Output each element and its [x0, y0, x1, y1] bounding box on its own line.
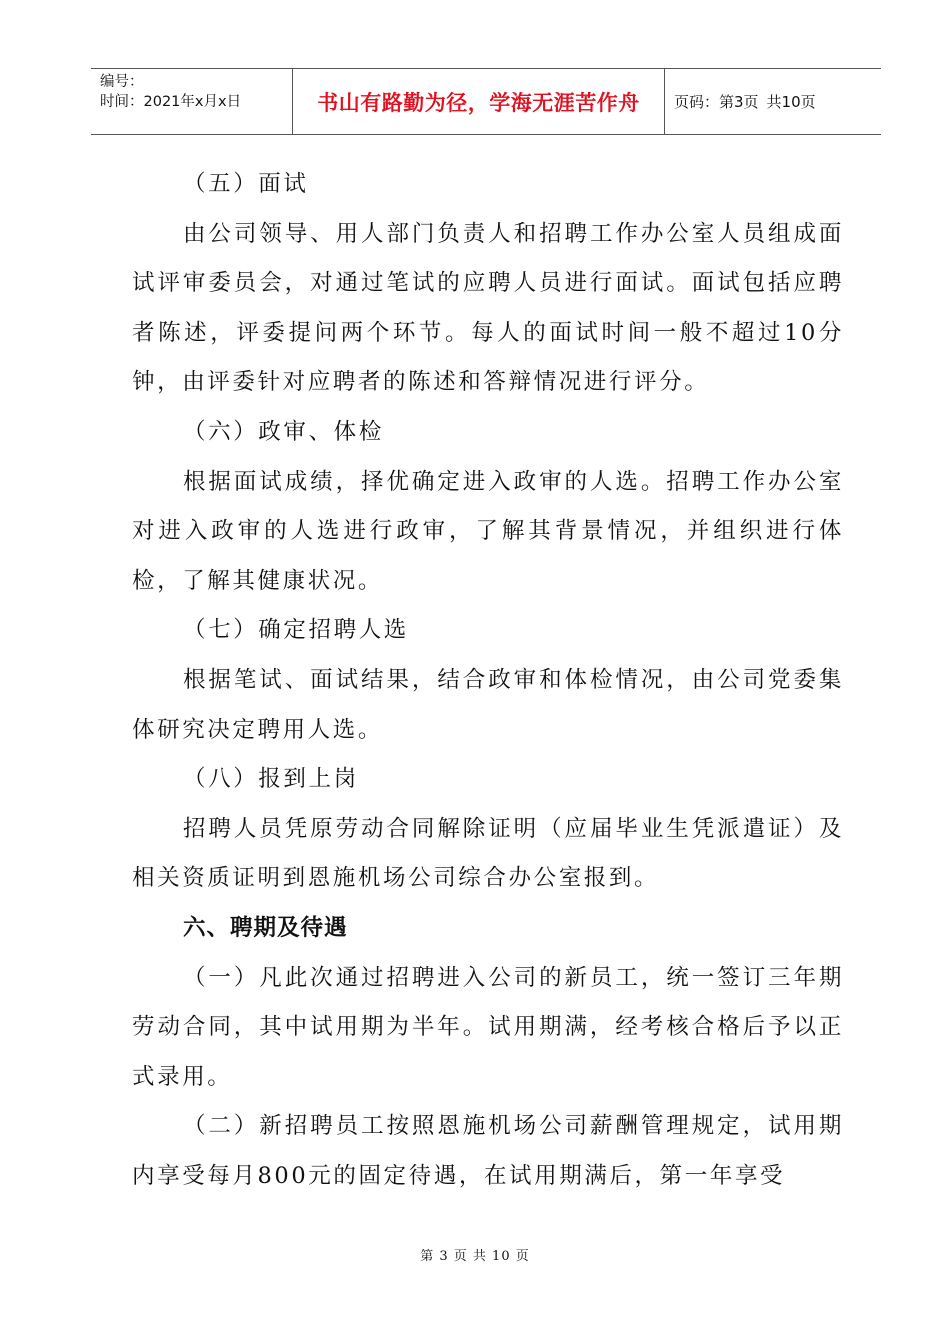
- subsection-title: （七）确定招聘人选: [183, 617, 409, 644]
- header-page-total: 共10页: [766, 93, 816, 111]
- header-page-cell: [665, 69, 881, 134]
- document-body: [132, 160, 844, 1201]
- page-footer: 第 3 页 共 10 页: [420, 1249, 530, 1264]
- document-number-label: 编号：: [100, 74, 144, 90]
- subsection-title: （六）政审、体检: [183, 418, 384, 445]
- subsection-title: （五）面试: [183, 171, 309, 197]
- body-paragraph: （一）凡此次通过招聘进入公司的新员工，统一签订三年期劳动合同，其中试用期为半年。试用期满，经考核合格后予以正式录用。: [132, 964, 844, 1090]
- page-header: [91, 68, 881, 135]
- header-motto-cell: [293, 69, 665, 134]
- subsection-title: （八）报到上岗: [183, 766, 359, 793]
- body-paragraph: 招聘人员凭原劳动合同解除证明（应届毕业生凭派遣证）及相关资质证明到恩施机场公司综合办公室报到。: [132, 815, 844, 892]
- header-motto: 书山有路勤为径，学海无涯苦作舟: [317, 90, 640, 115]
- body-paragraph: 由公司领导、用人部门负责人和招聘工作办公室人员组成面试评审委员会，对通过笔试的应聘人员进行面试。面试包括应聘者陈述，评委提问两个环节。每人的面试时间一般不超过10分钟，由评委针对应聘者的陈述和答辩情况进行评分。: [132, 220, 844, 396]
- section-heading: 六、聘期及待遇: [183, 914, 348, 941]
- body-paragraph: （二）新招聘员工按照恩施机场公司薪酬管理规定，试用期内享受每月800元的固定待遇，在试用期满后，第一年享受: [132, 1113, 844, 1189]
- header-page-number: 页码：第3页: [674, 93, 759, 111]
- body-paragraph: 根据面试成绩，择优确定进入政审的人选。招聘工作办公室对进入政审的人选进行政审，了解其背景情况，并组织进行体检，了解其健康状况。: [132, 468, 844, 594]
- document-time-label: 时间：2021年x月x日: [100, 94, 242, 110]
- body-paragraph: 根据笔试、面试结果，结合政审和体检情况，由公司党委集体研究决定聘用人选。: [132, 666, 844, 743]
- header-meta-cell: [91, 69, 293, 134]
